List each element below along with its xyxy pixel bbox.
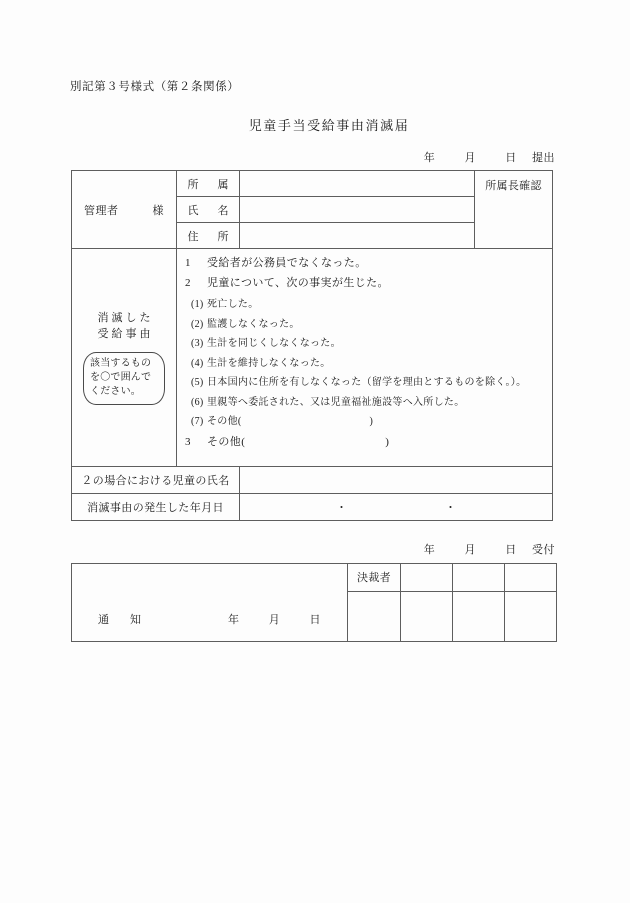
table-row [72, 493, 553, 520]
item-number: 3 [185, 435, 191, 448]
field-input-address[interactable] [240, 223, 475, 249]
notice-month-label: 月 [268, 614, 281, 626]
list-item[interactable] [177, 378, 552, 388]
item-text: 生計を同じくしなくなった。 [207, 338, 341, 349]
detail-input-child-name[interactable] [240, 466, 553, 493]
receipt-month-label: 月 [464, 544, 476, 556]
item-number: (1) [191, 299, 204, 310]
receipt-action-label: 受付 [532, 544, 555, 556]
submit-action-label: 提出 [532, 152, 555, 164]
stamp-slot-1[interactable] [348, 591, 401, 641]
supervisor-confirm-cell[interactable] [475, 171, 553, 249]
list-item[interactable] [177, 339, 552, 349]
table-row [72, 249, 553, 467]
item-text: 死亡した。 [207, 299, 259, 310]
date-separators [240, 499, 552, 515]
notice-day-label: 日 [309, 614, 321, 626]
notice-year-label: 年 [228, 614, 240, 626]
item-text: 監護しなくなった。 [207, 318, 300, 330]
reason-title-line1: 消滅した [97, 311, 154, 324]
field-label-name: 氏 名 [177, 197, 240, 223]
stamp-slot-2[interactable] [401, 591, 453, 641]
notice-cell[interactable] [72, 564, 348, 642]
detail-label-occurrence-date: 消滅事由の発生した年月日 [72, 493, 240, 520]
table-row [72, 466, 553, 493]
item-number: 2 [185, 277, 191, 289]
item-text: その他( [207, 416, 242, 427]
detail-label-child-name: ２の場合における児童の氏名 [72, 466, 240, 493]
office-use-table [71, 563, 557, 642]
receipt-date-line [424, 541, 555, 557]
item-text: その他( [207, 435, 246, 448]
list-item[interactable] [177, 417, 552, 427]
field-input-name[interactable] [240, 197, 475, 223]
main-form-table [71, 170, 553, 521]
approver-slot-3[interactable] [505, 564, 557, 592]
item-text: 日本国内に住所を有しなくなった（留学を理由とするものを除く。）。 [207, 377, 527, 388]
notice-line [72, 611, 347, 627]
date-separator: ・ [336, 501, 347, 514]
detail-input-occurrence-date[interactable] [240, 493, 553, 520]
item-text-close: ) [385, 435, 390, 448]
field-label-address: 住 所 [177, 223, 240, 249]
submit-month-label: 月 [464, 152, 476, 164]
item-number: (4) [191, 357, 204, 369]
item-text-close: ) [369, 416, 374, 427]
notice-label: 通 知 [98, 614, 146, 626]
item-number: 1 [185, 257, 191, 269]
write-in-blank[interactable] [242, 417, 370, 427]
reason-options-cell [177, 249, 553, 467]
table-row [72, 564, 557, 592]
addressee-label: 管理者 [84, 204, 119, 217]
reason-header-cell [72, 249, 177, 467]
field-input-affiliation[interactable] [240, 171, 475, 197]
submission-date-line [424, 149, 555, 165]
table-row [72, 171, 553, 197]
list-item[interactable] [177, 258, 552, 269]
submit-year-label: 年 [423, 152, 436, 164]
date-separator: ・ [445, 501, 456, 514]
list-item[interactable] [177, 398, 552, 408]
item-number: (6) [191, 396, 204, 408]
write-in-blank[interactable] [245, 437, 385, 448]
approver-slot-1[interactable] [401, 564, 453, 592]
honorific-label: 様 [152, 204, 164, 217]
field-label-affiliation: 所 属 [177, 171, 240, 197]
item-number: (3) [191, 338, 204, 349]
item-text: 生計を維持しなくなった。 [207, 357, 331, 369]
stamp-slot-3[interactable] [453, 591, 505, 641]
page-title: 児童手当受給事由消滅届 [248, 118, 410, 133]
stamp-slot-4[interactable] [505, 591, 557, 641]
item-text: 受給者が公務員でなくなった。 [207, 257, 367, 269]
receipt-year-label: 年 [423, 544, 436, 556]
item-number: (7) [191, 416, 204, 427]
receipt-day-label: 日 [505, 544, 517, 556]
list-item[interactable] [177, 278, 552, 289]
reason-title [78, 310, 170, 343]
list-item[interactable] [177, 300, 552, 310]
item-number: (5) [191, 377, 204, 388]
approver-label-cell: 決裁者 [348, 564, 401, 592]
addressee-cell [72, 171, 177, 249]
item-text: 児童について、次の事実が生じた。 [207, 277, 389, 289]
list-item[interactable] [177, 359, 552, 369]
approver-slot-2[interactable] [453, 564, 505, 592]
item-number: (2) [191, 318, 204, 330]
notice-date [228, 611, 321, 627]
list-item[interactable] [177, 320, 552, 330]
submit-day-label: 日 [505, 152, 517, 164]
reason-instruction-note: 該当するものを〇で囲んでください。 [83, 352, 165, 405]
item-text: 里親等へ委託された、又は児童福祉施設等へ入所した。 [207, 396, 465, 408]
reason-title-line2: 受給事由 [97, 328, 154, 341]
form-reference: 別記第３号様式（第２条関係） [70, 81, 240, 93]
supervisor-confirm-label: 所属長確認 [485, 180, 542, 192]
list-item[interactable] [177, 437, 552, 448]
